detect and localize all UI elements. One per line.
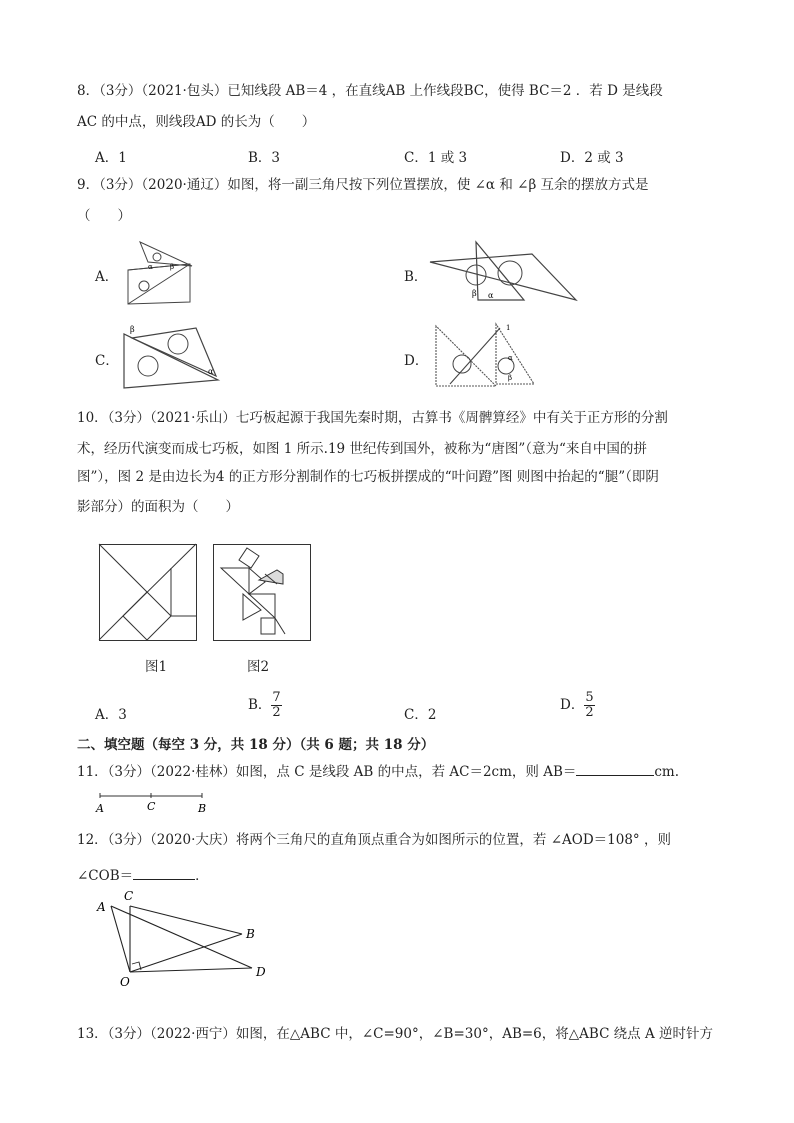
q13-line1: 13．（3分）（2022·西宁）如图，在△ABC 中，∠C=90°，∠B=30°，AB=6，将△ABC 绕点 A 逆时针方 [77,1026,714,1042]
alpha-label: α [508,354,513,362]
q12-text: ∠COB＝ [77,868,134,884]
q8-option-b: B．3 [248,150,281,166]
q9-option-b: B． [404,269,428,285]
q9-option-c: C． [95,353,119,369]
alpha-label: α [488,291,494,300]
q10-option-c: C．2 [404,707,437,723]
q8-line1: 8．（3分）（2021·包头）已知线段 AB＝4 ，在直线AB 上作线段BC，使得 BC＝2 ．若 D 是线段 [77,83,663,99]
q10-option-d-fraction [584,691,594,720]
point-c-label: C [124,889,134,903]
point-o-label: O [120,975,130,989]
q9-line1: 9．（3分）（2020·通辽）如图，将一副三角尺按下列位置摆放，使 ∠α 和 ∠β 互余的摆放方式是 [77,177,649,193]
q12-line1: 12．（3分）（2020·大庆）将两个三角尺的直角顶点重合为如图所示的位置，若 ∠AOD＝108° ，则 [77,832,671,848]
point-b-label: B [246,927,255,941]
tangram-figure-1 [99,544,197,641]
q8-option-d: D．2 或 3 [560,150,624,166]
q9-option-a: A． [95,269,119,285]
svg-text:1: 1 [506,324,511,332]
q10-line1: 10．（3分）（2021·乐山）七巧板起源于我国先秦时期，古算书《周髀算经》中有关于正方形的分割 [77,410,668,426]
beta-label: β [130,325,135,334]
q11-text: 11．（3分）（2022·桂林）如图，点 C 是线段 AB 的中点，若 AC＝2cm，则 AB＝ [77,764,577,780]
point-b-label: B [198,802,207,815]
q12-period: ． [195,868,209,884]
q10-option-d-denominator: 2 [585,705,594,720]
point-a-label: A [97,900,106,914]
point-c-label: C [147,800,156,813]
q11-answer-blank[interactable] [576,761,654,776]
q10-line2: 术，经历代演变而成七巧板，如图 1 所示.19 世纪传到国外，被称为“唐图”（意为“来自中国的拼 [77,441,647,457]
q10-line4: 影部分）的面积为（ ） [77,499,239,515]
tangram-figure-2 [213,544,311,641]
q10-option-d [560,691,595,720]
q10-option-b-numerator: 7 [272,690,281,705]
q10-option-b [248,691,282,720]
q10-option-b-fraction [271,691,281,720]
q10-option-b-denominator: 2 [272,705,281,720]
q10-option-d-numerator: 5 [585,690,594,705]
q9-figure-d [430,320,540,390]
q8-option-c: C．1 或 3 [404,150,468,166]
q8-line2: AC 的中点，则线段AD 的长为（ ） [77,114,316,130]
q11-unit: cm. [654,764,680,780]
section-heading: 二、填空题（每空 3 分，共 18 分）（共 6 题；共 18 分） [77,737,435,753]
q9-option-d: D． [404,353,429,369]
q12-figure [94,886,274,991]
alpha-label: α [208,367,214,376]
alpha-label: α [148,263,153,271]
point-d-label: D [256,965,266,979]
q11-segment-figure [94,788,214,818]
fig1-caption: 图1 [145,659,168,675]
point-a-label: A [96,802,104,815]
q9-figure-c [120,322,225,392]
q9-figure-b [428,240,578,305]
q12-line2 [77,864,209,884]
beta-label: β [472,289,477,298]
q9-figure-a [120,238,200,308]
beta-label: β [508,374,513,382]
fig2-caption: 图2 [247,659,270,675]
q8-option-a: A．1 [95,150,127,166]
beta-label: β [170,263,175,271]
q10-option-b-label: B． [248,697,272,713]
q12-answer-blank[interactable] [133,865,195,880]
q11-line [77,760,679,780]
q9-line2: （ ） [77,208,131,224]
q10-option-d-label: D． [560,697,585,713]
q10-line3: 图”），图 2 是由边长为4 的正方形分割制作的七巧板拼摆成的“叶问蹬”图 则图中抬起的“腿”（即阴 [77,469,659,485]
q10-option-a: A．3 [95,707,127,723]
